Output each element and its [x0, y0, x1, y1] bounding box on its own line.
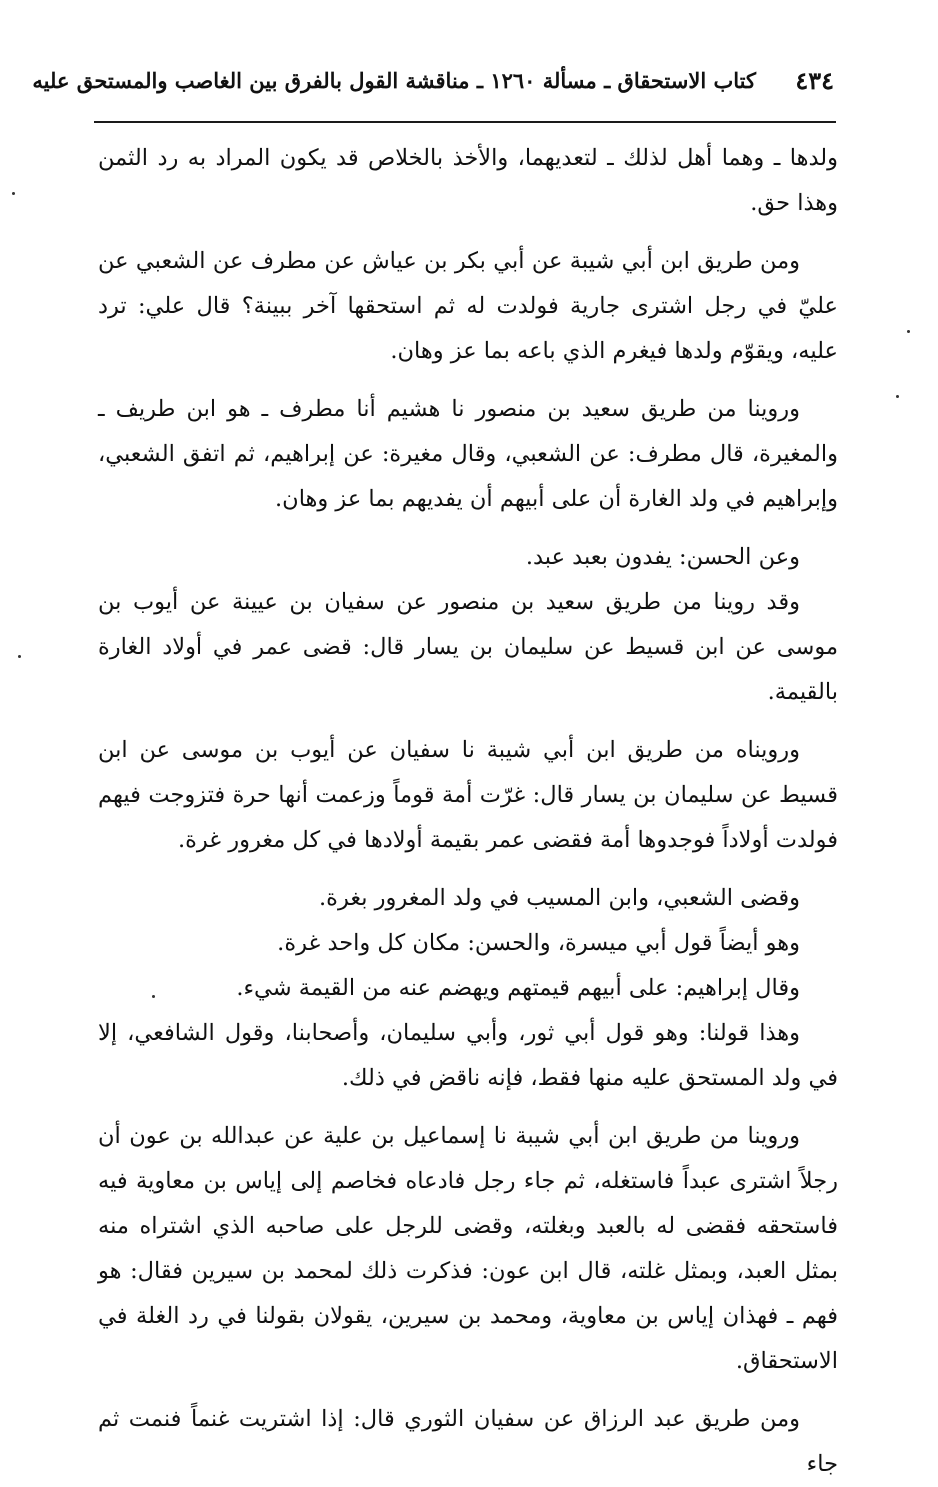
- header-rule: [94, 121, 836, 123]
- scan-speck: [152, 995, 155, 998]
- paragraph: ولدها ـ وهما أهل لذلك ـ لتعديهما، والأخذ بالخلاص قد يكون المراد به رد الثمن وهذا حق.: [98, 145, 838, 216]
- page-number: ٤٣٤: [795, 66, 834, 95]
- paragraph: وقضى الشعبي، وابن المسيب في ولد المغرور بغرة.: [319, 885, 800, 911]
- paragraph: وروينا من طريق سعيد بن منصور نا هشيم أنا مطرف ـ هو ابن طريف ـ والمغيرة، قال مطرف: عن الشعبي، وقال مغيرة: عن إبراهيم، ثم اتفق الشعبي، وإبراهيم في ولد الغارة أن على أبيهم أن يفديهم بما عز وهان.: [98, 396, 838, 512]
- paragraph: ورويناه من طريق ابن أبي شيبة نا سفيان عن أيوب بن موسى عن ابن قسيط عن سليمان بن يسار قال: غرّت أمة قوماً وزعمت أنها حرة فتزوجت فيهم فولدت أولاداً فوجدوها أمة فقضى عمر بقيمة أولادها في كل مغرور غرة.: [98, 737, 838, 853]
- paragraph: وهو أيضاً قول أبي ميسرة، والحسن: مكان كل واحد غرة.: [277, 930, 800, 956]
- scan-speck: [18, 655, 21, 658]
- paragraph: وهذا قولنا: وهو قول أبي ثور، وأبي سليمان، وأصحابنا، وقول الشافعي، إلا في ولد المستحق عليه منها فقط، فإنه ناقض في ذلك.: [98, 1020, 838, 1091]
- scan-speck: [907, 330, 910, 333]
- running-title: كتاب الاستحقاق ـ مسألة ١٢٦٠ ـ مناقشة القول بالفرق بين الغاصب والمستحق عليه: [32, 68, 756, 93]
- scan-speck: [12, 192, 15, 195]
- paragraph: ومن طريق ابن أبي شيبة عن أبي بكر بن عياش عن مطرف عن الشعبي عن عليّ في رجل اشترى جارية فولدت له ثم استحقها آخر ببينة؟ قال علي: ترد عليه، ويقوّم ولدها فيغرم الذي باعه بما عز وهان.: [98, 248, 838, 364]
- scan-speck: [896, 395, 899, 398]
- paragraph: وعن الحسن: يفدون بعبد عبد.: [525, 544, 800, 570]
- page-body: [98, 136, 838, 1487]
- paragraph: وروينا من طريق ابن أبي شيبة نا إسماعيل بن علية عن عبدالله بن عون أن رجلاً اشترى عبداً فاستغله، ثم جاء رجل فادعاه فخاصم إلى إياس بن معاوية فيه فاستحقه فقضى له بالعبد وبغلته، وقضى للرجل على صاحبه الذي اشتراه منه بمثل العبد، وبمثل غلته، قال ابن عون: فذكرت ذلك لمحمد بن سيرين فقال: هو فهم ـ فهذان إياس بن معاوية، ومحمد بن سيرين، يقولان بقولنا في رد الغلة في الاستحقاق.: [98, 1123, 838, 1374]
- paragraph: ومن طريق عبد الرزاق عن سفيان الثوري قال: إذا اشتريت غنماً فنمت ثم جاء: [98, 1406, 838, 1477]
- paragraph: وقال إبراهيم: على أبيهم قيمتهم ويهضم عنه من القيمة شيء.: [236, 975, 800, 1001]
- page-header: [32, 62, 834, 106]
- paragraph: وقد روينا من طريق سعيد بن منصور عن سفيان بن عيينة عن أيوب بن موسى عن ابن قسيط عن سليمان بن يسار قال: قضى عمر في أولاد الغارة بالقيمة.: [98, 589, 838, 705]
